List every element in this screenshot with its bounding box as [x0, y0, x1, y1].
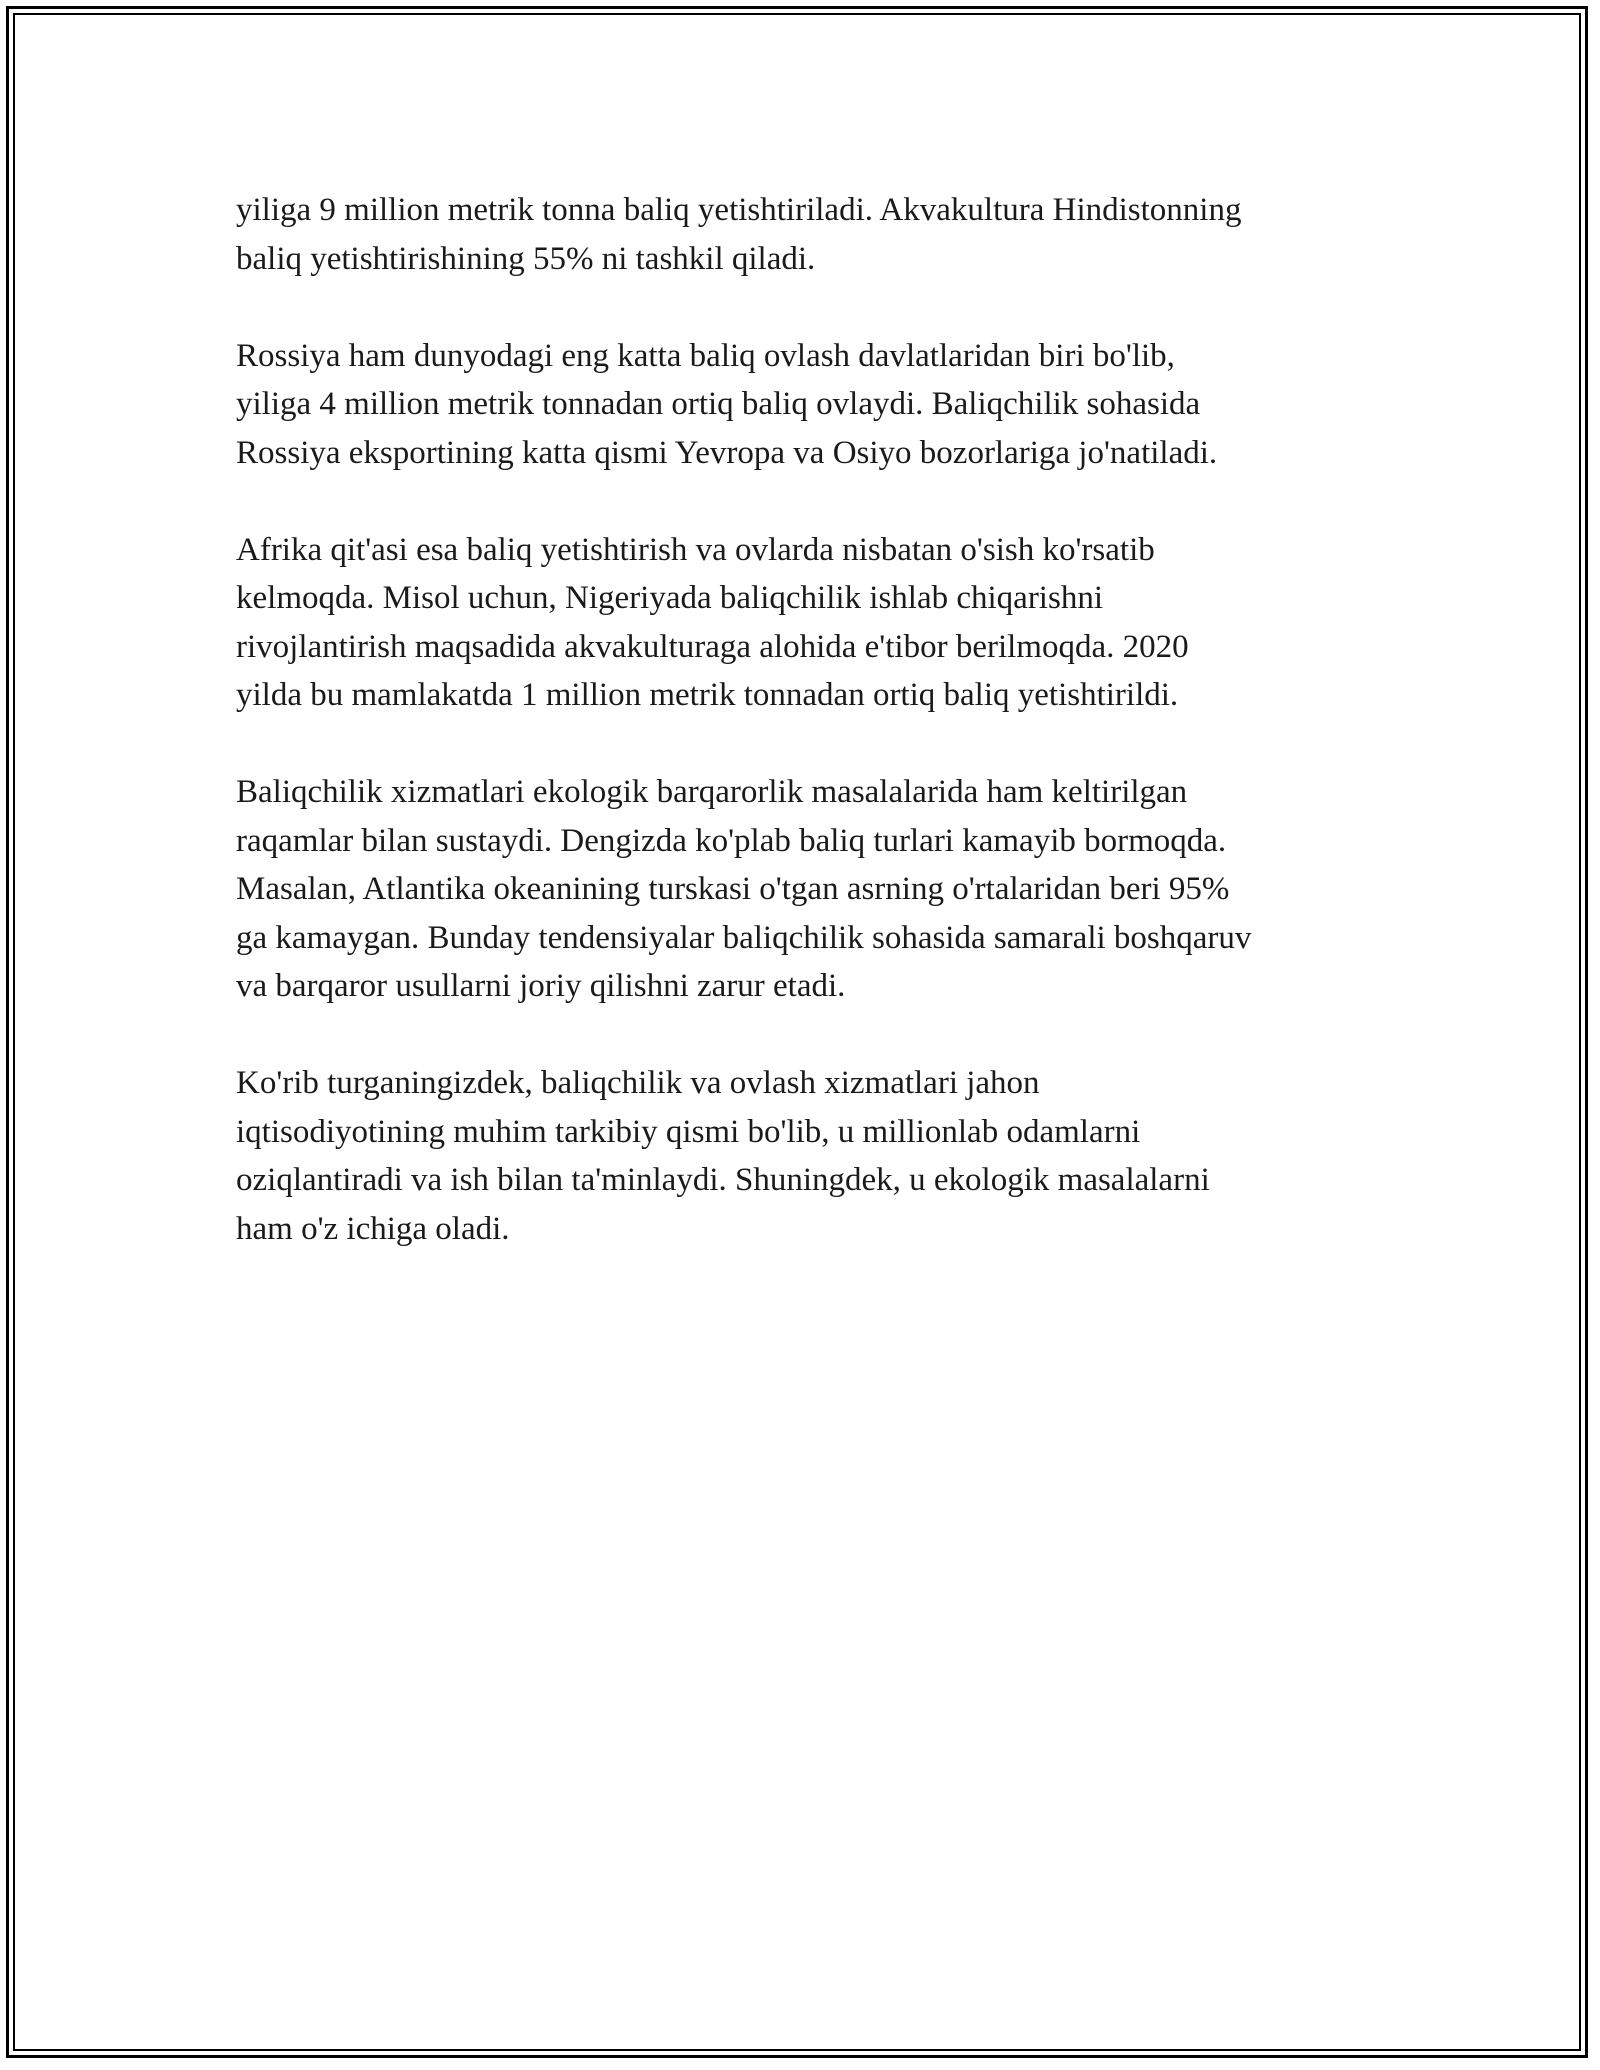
paragraph-1: [236, 186, 1376, 283]
text-line: baliq yetishtirishining 55% ni tashkil qiladi.: [236, 240, 816, 277]
text-line: Baliqchilik xizmatlari ekologik barqarorlik masalalarida ham keltirilgan: [236, 774, 1188, 810]
paragraph-2: [236, 332, 1376, 478]
text-line: va barqaror usullarni joriy qilishni zarur etadi.: [236, 968, 846, 1004]
text-line: yiliga 4 million metrik tonnadan ortiq baliq ovlaydi. Baliqchilik sohasida: [236, 386, 1201, 422]
text-line: Rossiya ham dunyodagi eng katta baliq ovlash davlatlaridan biri bo'lib,: [236, 337, 1175, 374]
text-line: yiliga 9 million metrik tonna baliq yetishtiriladi. Akvakultura Hindistonning: [236, 192, 1242, 228]
paragraph-4: [236, 768, 1376, 1011]
text-line: yilda bu mamlakatda 1 million metrik tonnadan ortiq baliq yetishtirildi.: [236, 677, 1179, 713]
paragraph-3: [236, 526, 1376, 720]
document-body: [236, 186, 1376, 1253]
text-line: Afrika qit'asi esa baliq yetishtirish va ovlarda nisbatan o'sish ko'rsatib: [236, 531, 1155, 568]
text-line: oziqlantiradi va ish bilan ta'minlaydi. Shuningdek, u ekologik masalalarni: [236, 1162, 1210, 1198]
text-line: kelmoqda. Misol uchun, Nigeriyada baliqchilik ishlab chiqarishni: [236, 580, 1103, 616]
text-line: Masalan, Atlantika okeanining turskasi o'tgan asrning o'rtalaridan beri 95%: [236, 871, 1230, 907]
text-line: Rossiya eksportining katta qismi Yevropa va Osiyo bozorlariga jo'natiladi.: [236, 434, 1218, 471]
text-line: ham o'z ichiga oladi.: [236, 1210, 510, 1247]
text-line: iqtisodiyotining muhim tarkibiy qismi bo'lib, u millionlab odamlarni: [236, 1113, 1141, 1150]
text-line: raqamlar bilan sustaydi. Dengizda ko'plab baliq turlari kamayib bormoqda.: [236, 822, 1227, 859]
text-line: ga kamaygan. Bunday tendensiyalar baliqchilik sohasida samarali boshqaruv: [236, 919, 1252, 956]
text-line: rivojlantirish maqsadida akvakulturaga alohida e'tibor berilmoqda. 2020: [236, 628, 1189, 665]
text-line: Ko'rib turganingizdek, baliqchilik va ovlash xizmatlari jahon: [236, 1065, 1040, 1101]
paragraph-5: [236, 1059, 1376, 1253]
